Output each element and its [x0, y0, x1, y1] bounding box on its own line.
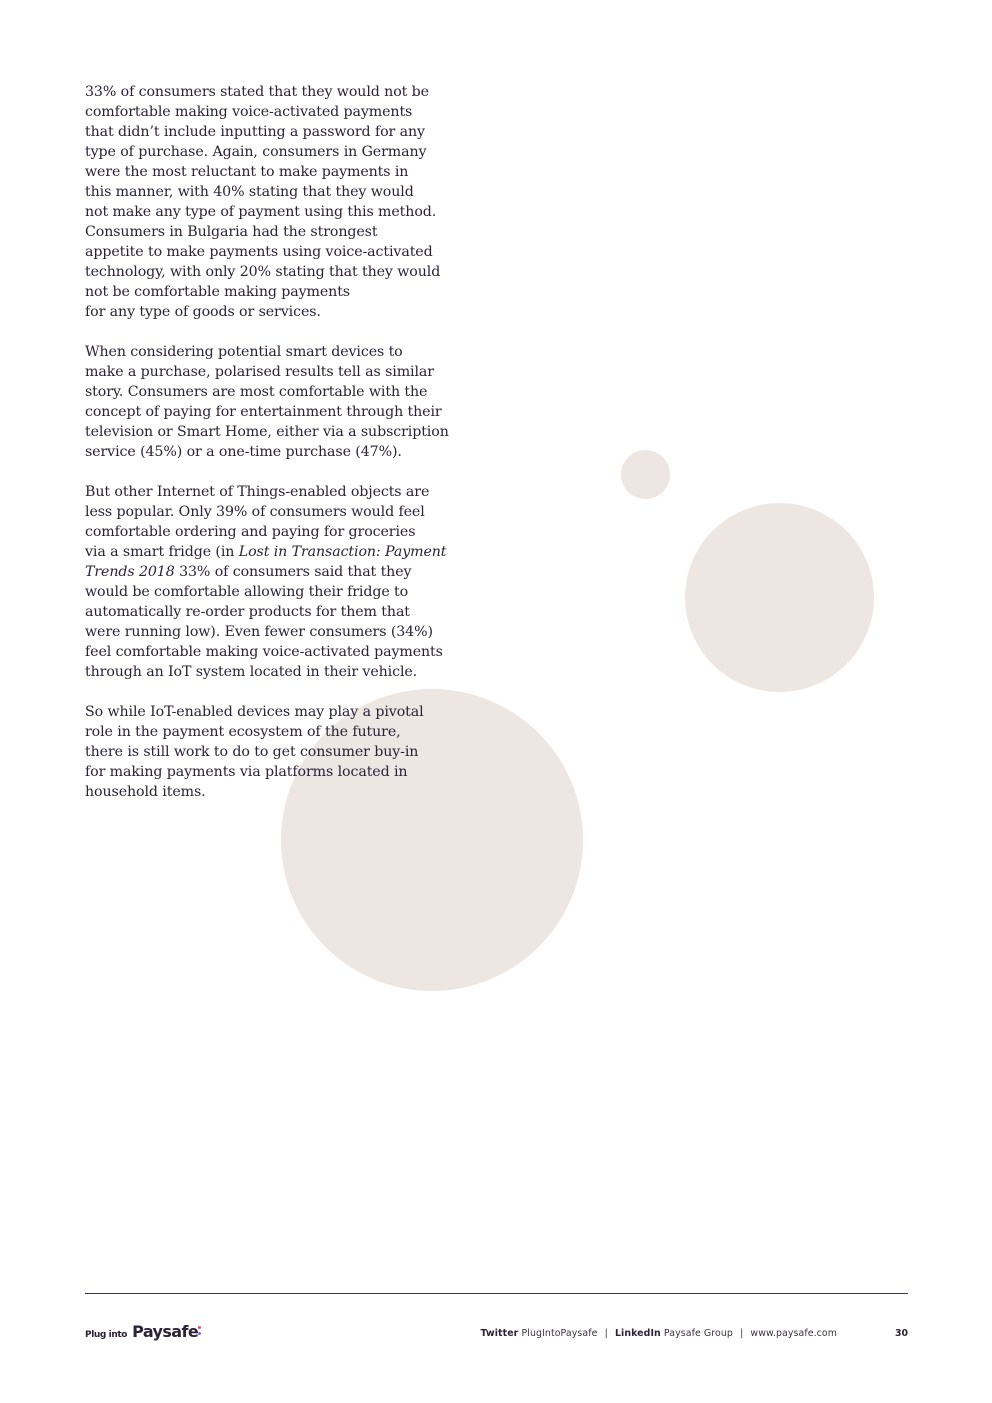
- text-line: were the most reluctant to make payments in: [85, 164, 409, 180]
- text-line: less popular. Only 39% of consumers would feel: [85, 504, 425, 520]
- text-line: type of purchase. Again, consumers in Germany: [85, 144, 427, 160]
- paragraph-voice-payments: [85, 82, 455, 322]
- text-line: automatically re-order products for them that: [85, 604, 410, 620]
- text-line: story. Consumers are most comfortable with the: [85, 384, 428, 400]
- page-footer: [85, 1322, 908, 1346]
- text-line: comfortable making voice-activated payments: [85, 104, 413, 120]
- text-line: So while IoT-enabled devices may play a pivotal: [85, 704, 424, 720]
- text-line: this manner, with 40% stating that they would: [85, 184, 414, 200]
- logo-dots-icon: [198, 1325, 202, 1337]
- linkedin-link[interactable]: Paysafe Group: [663, 1328, 733, 1339]
- twitter-link[interactable]: PlugIntoPaysafe: [521, 1328, 598, 1339]
- report-citation: Lost in Transaction: Payment: [238, 544, 447, 560]
- text-line: were running low). Even fewer consumers (34%): [85, 624, 433, 640]
- logo-brand: Paysafe: [132, 1322, 199, 1341]
- text-line: make a purchase, polarised results tell as similar: [85, 364, 434, 380]
- text-line: role in the payment ecosystem of the future,: [85, 724, 401, 740]
- text-line: would be comfortable allowing their fridge to: [85, 584, 409, 600]
- article-body: [85, 82, 455, 822]
- social-links: [481, 1328, 838, 1339]
- paragraph-smart-devices: [85, 342, 455, 462]
- text-line: [85, 562, 455, 582]
- text-line: for any type of goods or services.: [85, 304, 321, 320]
- separator: |: [740, 1328, 744, 1339]
- text-line: there is still work to do to get consumer buy-in: [85, 744, 419, 760]
- logo-prefix: Plug into: [85, 1330, 128, 1340]
- text-line: 33% of consumers stated that they would not be: [85, 84, 429, 100]
- text-line: not make any type of payment using this method.: [85, 204, 437, 220]
- text-line: comfortable ordering and paying for groceries: [85, 524, 416, 540]
- decorative-circle-small: [621, 450, 670, 499]
- text-segment: via a smart fridge (in: [85, 544, 239, 560]
- text-line: household items.: [85, 784, 206, 800]
- text-line: for making payments via platforms located in: [85, 764, 408, 780]
- decorative-circle-medium: [685, 503, 874, 692]
- page-number: 30: [894, 1328, 908, 1339]
- twitter-label: Twitter: [480, 1328, 519, 1339]
- text-line: appetite to make payments using voice-activated: [85, 244, 433, 260]
- text-line: service (45%) or a one-time purchase (47%).: [85, 444, 402, 460]
- text-line: [85, 542, 455, 562]
- text-line: technology, with only 20% stating that they would: [85, 264, 441, 280]
- text-line: television or Smart Home, either via a subscription: [85, 424, 449, 440]
- separator: |: [604, 1328, 608, 1339]
- text-line: concept of paying for entertainment through their: [85, 404, 442, 420]
- text-line: But other Internet of Things-enabled objects are: [85, 484, 430, 500]
- text-line: not be comfortable making payments: [85, 284, 350, 300]
- text-line: Consumers in Bulgaria had the strongest: [85, 224, 378, 240]
- text-line: feel comfortable making voice-activated payments: [85, 644, 443, 660]
- text-line: that didn’t include inputting a password for any: [85, 124, 425, 140]
- text-line: When considering potential smart devices to: [85, 344, 403, 360]
- report-citation: Trends 2018: [85, 564, 175, 580]
- website-link[interactable]: www.paysafe.com: [750, 1328, 837, 1339]
- text-line: through an IoT system located in their vehicle.: [85, 664, 418, 680]
- text-segment: 33% of consumers said that they: [174, 564, 412, 580]
- footer-divider: [85, 1293, 908, 1294]
- paragraph-iot-objects: [85, 482, 455, 682]
- paysafe-logo[interactable]: [85, 1322, 202, 1346]
- paragraph-conclusion: [85, 702, 455, 802]
- linkedin-label: LinkedIn: [614, 1328, 661, 1339]
